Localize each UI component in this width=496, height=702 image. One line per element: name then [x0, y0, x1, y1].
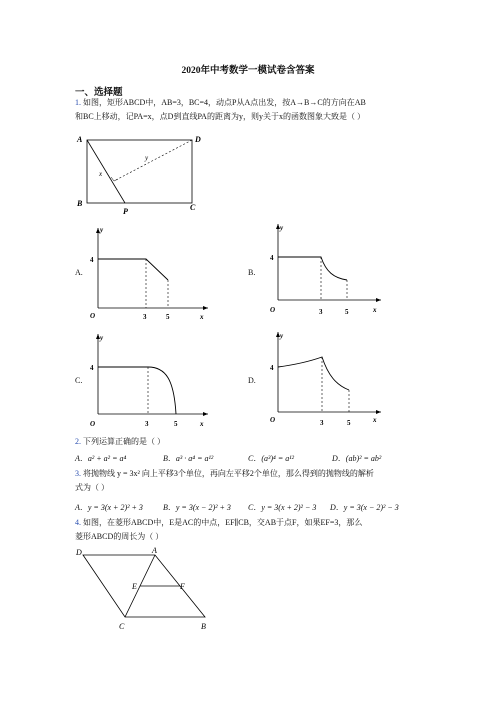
tick-label-3: 3	[320, 419, 324, 427]
function-curve	[278, 357, 349, 390]
segment-ap	[87, 140, 125, 203]
q2-option-b[interactable]: B．a³ · a⁴ = a¹²	[163, 454, 214, 463]
origin-label: O	[90, 420, 96, 428]
right-angle-mark	[111, 177, 118, 181]
rectangle-abcd	[87, 140, 192, 203]
option-b-label[interactable]: B.	[248, 268, 256, 277]
question-3-number: 3.	[75, 469, 81, 478]
q3-option-a[interactable]: A．y = 3(x + 2)² + 3	[75, 503, 143, 512]
axis-label-y: y	[100, 226, 104, 234]
rectangle-figure	[75, 130, 205, 220]
x-axis-arrow	[376, 298, 381, 302]
tick-label-5: 5	[347, 419, 351, 427]
origin-label: O	[270, 416, 276, 424]
fig-label-e: E	[132, 582, 137, 591]
option-c-graph[interactable]	[88, 330, 218, 430]
tick-label-4: 4	[270, 364, 274, 372]
axis-label-y: y	[100, 334, 104, 342]
q3-option-d[interactable]: D．y = 3(x − 2)² − 3	[330, 503, 399, 512]
segment-distance	[114, 140, 192, 181]
fig-label-c: C	[190, 203, 196, 212]
axis-label-y: y	[280, 224, 284, 232]
q2-option-c[interactable]: C．(a³)⁴ = a¹²	[248, 454, 295, 463]
option-d-label[interactable]: D.	[248, 376, 256, 385]
question-2	[75, 435, 165, 449]
fig-label-d: D	[76, 548, 82, 557]
tick-label-4: 4	[90, 364, 94, 372]
question-1	[75, 96, 425, 124]
tick-label-3: 3	[145, 420, 149, 428]
option-d-graph[interactable]	[268, 330, 388, 430]
axis-label-x: x	[200, 313, 204, 321]
section-heading: 一、选择题	[75, 88, 123, 98]
axis-label-x: x	[373, 416, 377, 424]
fig-label-c: C	[119, 622, 125, 631]
q3-option-c[interactable]: C．y = 3(x + 2)² − 3	[248, 503, 317, 512]
option-b-graph[interactable]	[268, 222, 388, 322]
page-title: 2020年中考数学一模试卷含答案	[181, 66, 315, 76]
fig-label-b: B	[77, 199, 83, 208]
rhombus-figure	[75, 545, 225, 635]
axis-label-y: y	[280, 332, 284, 340]
question-2-number: 2.	[75, 437, 81, 446]
question-1-line1: 如图，矩形ABCD中，AB=3，BC=4，动点P从A点出发，按A→B→C的方向在AB	[83, 98, 366, 107]
question-1-number: 1.	[75, 98, 81, 107]
q3-option-b[interactable]: B．y = 3(x − 2)² + 3	[163, 503, 231, 512]
fig-label-p: P	[123, 207, 128, 216]
question-4-line2: 菱形ABCD的周长为（ ）	[75, 532, 164, 541]
x-axis-arrow	[203, 412, 208, 416]
question-4-number: 4.	[75, 518, 81, 527]
origin-label: O	[270, 306, 276, 314]
option-a-label[interactable]: A.	[75, 268, 83, 277]
function-curve	[98, 367, 176, 414]
axis-label-x: x	[373, 306, 377, 314]
function-curve	[98, 259, 168, 280]
origin-label: O	[90, 312, 96, 320]
tick-label-5: 5	[166, 313, 170, 321]
question-3-line2: 式为（ ）	[75, 483, 109, 492]
q2-option-d[interactable]: D．(ab)² = ab²	[332, 454, 382, 463]
tick-label-4: 4	[90, 256, 94, 264]
tick-label-5: 5	[345, 308, 349, 316]
tick-label-5: 5	[174, 420, 178, 428]
tick-label-3: 3	[143, 313, 147, 321]
question-4	[75, 516, 425, 544]
fig-label-f: F	[180, 582, 185, 591]
option-c-label[interactable]: C.	[75, 376, 83, 385]
tick-label-4: 4	[270, 254, 274, 262]
fig-label-b: B	[201, 622, 206, 631]
fig-label-x: x	[99, 170, 103, 178]
question-3	[75, 467, 425, 495]
question-3-line1: 将抛物线 y = 3x² 向上平移3个单位，再向左平移2个单位，那么得到的抛物线的解析	[83, 469, 374, 478]
q2-option-a[interactable]: A．a² + a² = a⁴	[75, 454, 127, 463]
fig-label-a: A	[77, 135, 83, 144]
axis-label-x: x	[200, 420, 204, 428]
fig-label-d: D	[195, 135, 201, 144]
option-a-graph[interactable]	[88, 222, 218, 322]
x-axis-arrow	[203, 306, 208, 310]
question-1-line2: 和BC上移动，记PA=x，点D到直线PA的距离为y，则y关于x的函数图象大致是（ ）	[75, 112, 365, 121]
x-axis-arrow	[376, 410, 381, 414]
question-4-line1: 如图，在菱形ABCD中，E是AC的中点，EF∥CB，交AB于点F，如果EF=3，那么	[83, 518, 363, 527]
fig-label-y: y	[145, 154, 149, 162]
question-2-text: 下列运算正确的是（ ）	[83, 437, 165, 446]
fig-label-a: A	[152, 546, 157, 555]
function-curve	[278, 257, 347, 280]
tick-label-3: 3	[319, 308, 323, 316]
